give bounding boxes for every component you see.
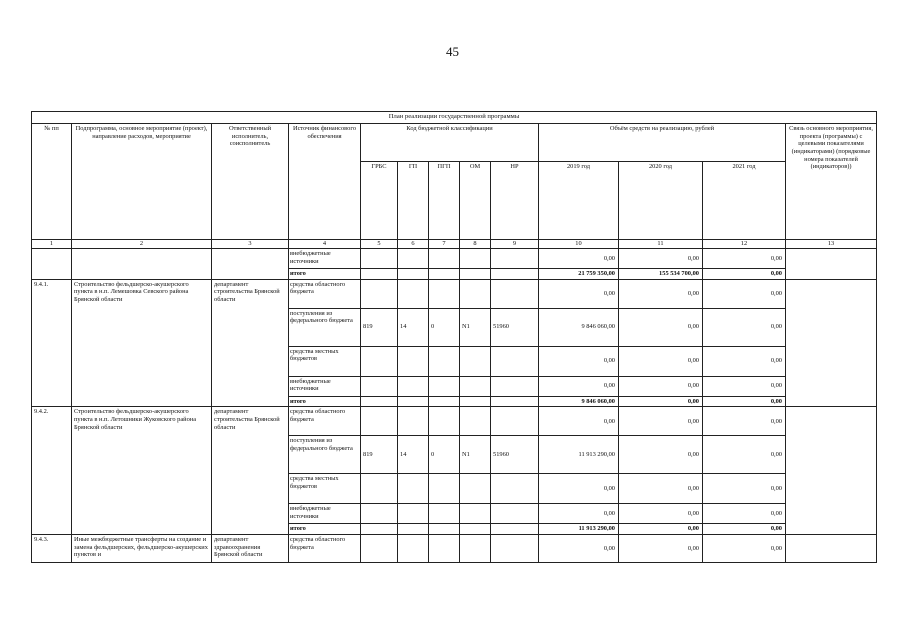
- header-pgp: ПГП: [429, 161, 460, 239]
- cell-2019: 9 846 060,00: [539, 308, 619, 346]
- cell-2019: 0,00: [539, 279, 619, 308]
- program-plan-table: [31, 111, 877, 563]
- cell-source: внебюджетные источники: [289, 376, 361, 396]
- cell-pgp: [429, 376, 460, 396]
- cell-executor: департамент строительства Брянской области: [212, 279, 289, 407]
- cell-gp: [398, 269, 429, 280]
- cell-2021: 0,00: [703, 396, 786, 407]
- cell-pgp: [429, 279, 460, 308]
- cell-pgp: [429, 269, 460, 280]
- cell-2021: 0,00: [703, 269, 786, 280]
- header-budget-code: Код бюджетной классификации: [361, 124, 539, 162]
- cell-2019: 0,00: [539, 346, 619, 376]
- cell-source: итого: [289, 396, 361, 407]
- cell-np: [491, 524, 539, 535]
- cell-pgp: [429, 535, 460, 563]
- cell-executor: департамент здравоохранения Брянской области: [212, 535, 289, 563]
- cell-2020: 155 534 700,00: [619, 269, 703, 280]
- col-number: 8: [460, 240, 491, 249]
- cell-om: [460, 376, 491, 396]
- cell-grbs: [361, 396, 398, 407]
- cell-source: поступления из федерального бюджета: [289, 436, 361, 474]
- cell-grbs: [361, 279, 398, 308]
- cell-source: внебюджетные источники: [289, 249, 361, 269]
- cell-2021: 0,00: [703, 249, 786, 269]
- program-plan-table-container: [31, 111, 876, 563]
- header-np: НР: [491, 161, 539, 239]
- cell-program: Строительство фельдшерско-акушерского пункта в н.п. Лемешовка Севского района Брянской области: [72, 279, 212, 407]
- col-number: 2: [72, 240, 212, 249]
- cell-grbs: [361, 376, 398, 396]
- cell-grbs: [361, 524, 398, 535]
- cell-om: N1: [460, 308, 491, 346]
- col-number: 7: [429, 240, 460, 249]
- cell-np: [491, 376, 539, 396]
- cell-grbs: [361, 346, 398, 376]
- cell-2019: 9 846 060,00: [539, 396, 619, 407]
- cell-program: Строительство фельдшерско-акушерского пункта в н.п. Летошники Жуковского района Брянской области: [72, 407, 212, 535]
- cell-gp: [398, 249, 429, 269]
- cell-program: Иные межбюджетные трансферты на создание и замена фельдшерских, фельдшерско-акушерских пунктов и: [72, 535, 212, 563]
- cell-2020: 0,00: [619, 504, 703, 524]
- cell-pgp: [429, 346, 460, 376]
- cell-grbs: [361, 535, 398, 563]
- cell-om: [460, 474, 491, 504]
- cell-om: [460, 407, 491, 436]
- table-row: [32, 407, 877, 436]
- col-number: 9: [491, 240, 539, 249]
- table-title: План реализации государственной программы: [32, 112, 877, 124]
- cell-2021: 0,00: [703, 504, 786, 524]
- header-program: Подпрограмма, основное мероприятие (проект), направление расходов, мероприятие: [72, 124, 212, 240]
- cell-np: [491, 474, 539, 504]
- cell-2021: 0,00: [703, 474, 786, 504]
- cell-grbs: 819: [361, 436, 398, 474]
- col-number: 13: [786, 240, 877, 249]
- col-number: 5: [361, 240, 398, 249]
- cell-grbs: [361, 269, 398, 280]
- header-2021: 2021 год: [703, 161, 786, 239]
- cell-grbs: [361, 474, 398, 504]
- cell-source: итого: [289, 269, 361, 280]
- table-row: [32, 279, 877, 308]
- cell-gp: [398, 396, 429, 407]
- col-number: 10: [539, 240, 619, 249]
- cell-2019: 11 913 290,00: [539, 524, 619, 535]
- cell-pgp: 0: [429, 436, 460, 474]
- cell-2021: 0,00: [703, 279, 786, 308]
- cell-source: итого: [289, 524, 361, 535]
- cell-2020: 0,00: [619, 376, 703, 396]
- cell-gp: [398, 535, 429, 563]
- cell-2021: 0,00: [703, 524, 786, 535]
- cell-2020: 0,00: [619, 308, 703, 346]
- cell-grbs: 819: [361, 308, 398, 346]
- cell-grbs: [361, 407, 398, 436]
- cell-2019: 11 913 290,00: [539, 436, 619, 474]
- cell-2020: 0,00: [619, 535, 703, 563]
- cell-pgp: [429, 249, 460, 269]
- cell-np: [491, 249, 539, 269]
- cell-gp: [398, 376, 429, 396]
- cell-gp: [398, 474, 429, 504]
- cell-gp: [398, 346, 429, 376]
- cell-2021: 0,00: [703, 346, 786, 376]
- cell-source: средства областного бюджета: [289, 535, 361, 563]
- cell-np: [491, 535, 539, 563]
- cell-2019: 0,00: [539, 407, 619, 436]
- cell-program: [72, 249, 212, 280]
- cell-2021: 0,00: [703, 376, 786, 396]
- cell-link: [786, 279, 877, 407]
- cell-pgp: [429, 396, 460, 407]
- cell-np: [491, 504, 539, 524]
- cell-source: средства местных бюджетов: [289, 346, 361, 376]
- cell-np: [491, 396, 539, 407]
- header-executor: Ответственный исполнитель, соисполнитель: [212, 124, 289, 240]
- cell-num: 9.4.3.: [32, 535, 72, 563]
- cell-pgp: 0: [429, 308, 460, 346]
- cell-num: [32, 249, 72, 280]
- cell-link: [786, 249, 877, 280]
- col-number: 6: [398, 240, 429, 249]
- cell-2020: 0,00: [619, 249, 703, 269]
- cell-2021: 0,00: [703, 436, 786, 474]
- header-volume: Объём средств на реализацию, рублей: [539, 124, 786, 162]
- cell-source: средства областного бюджета: [289, 407, 361, 436]
- cell-np: [491, 279, 539, 308]
- cell-2020: 0,00: [619, 407, 703, 436]
- cell-num: 9.4.2.: [32, 407, 72, 535]
- cell-om: [460, 535, 491, 563]
- page-number: 45: [446, 44, 459, 59]
- header-gp: ГП: [398, 161, 429, 239]
- cell-source: средства областного бюджета: [289, 279, 361, 308]
- cell-2020: 0,00: [619, 346, 703, 376]
- cell-2021: 0,00: [703, 407, 786, 436]
- cell-pgp: [429, 504, 460, 524]
- cell-gp: 14: [398, 436, 429, 474]
- cell-2020: 0,00: [619, 436, 703, 474]
- cell-num: 9.4.1.: [32, 279, 72, 407]
- cell-2020: 0,00: [619, 396, 703, 407]
- cell-2019: 0,00: [539, 376, 619, 396]
- header-grbs: ГРБС: [361, 161, 398, 239]
- col-number: 3: [212, 240, 289, 249]
- cell-np: [491, 346, 539, 376]
- cell-pgp: [429, 474, 460, 504]
- cell-om: [460, 279, 491, 308]
- cell-gp: 14: [398, 308, 429, 346]
- cell-2019: 0,00: [539, 504, 619, 524]
- cell-link: [786, 407, 877, 535]
- cell-source: внебюджетные источники: [289, 504, 361, 524]
- cell-om: [460, 396, 491, 407]
- cell-om: [460, 346, 491, 376]
- cell-2020: 0,00: [619, 279, 703, 308]
- cell-2019: 21 759 350,00: [539, 269, 619, 280]
- cell-2021: 0,00: [703, 308, 786, 346]
- cell-2019: 0,00: [539, 474, 619, 504]
- cell-2020: 0,00: [619, 474, 703, 504]
- cell-om: [460, 524, 491, 535]
- cell-2020: 0,00: [619, 524, 703, 535]
- col-number: 1: [32, 240, 72, 249]
- cell-om: N1: [460, 436, 491, 474]
- cell-executor: [212, 249, 289, 280]
- cell-2019: 0,00: [539, 535, 619, 563]
- cell-grbs: [361, 504, 398, 524]
- cell-pgp: [429, 524, 460, 535]
- table-body: [32, 249, 877, 563]
- cell-gp: [398, 407, 429, 436]
- cell-om: [460, 504, 491, 524]
- header-num: № пп: [32, 124, 72, 240]
- header-om: ОМ: [460, 161, 491, 239]
- cell-grbs: [361, 249, 398, 269]
- cell-source: средства местных бюджетов: [289, 474, 361, 504]
- header-2020: 2020 год: [619, 161, 703, 239]
- col-number: 12: [703, 240, 786, 249]
- header-2019: 2019 год: [539, 161, 619, 239]
- cell-np: 51960: [491, 436, 539, 474]
- table-row: [32, 535, 877, 563]
- cell-source: поступления из федерального бюджета: [289, 308, 361, 346]
- table-row: [32, 249, 877, 269]
- header-link: Связь основного мероприятия, проекта (программы) с целевыми показателями (индикаторами) (порядковые номера показателей (индикаторов)): [786, 124, 877, 240]
- cell-np: [491, 407, 539, 436]
- cell-gp: [398, 524, 429, 535]
- cell-om: [460, 249, 491, 269]
- cell-pgp: [429, 407, 460, 436]
- cell-np: 51960: [491, 308, 539, 346]
- cell-link: [786, 535, 877, 563]
- cell-2021: 0,00: [703, 535, 786, 563]
- cell-gp: [398, 279, 429, 308]
- header-source: Источник финансового обеспечения: [289, 124, 361, 240]
- cell-np: [491, 269, 539, 280]
- cell-gp: [398, 504, 429, 524]
- cell-om: [460, 269, 491, 280]
- cell-executor: департамент строительства Брянской области: [212, 407, 289, 535]
- cell-2019: 0,00: [539, 249, 619, 269]
- col-number: 4: [289, 240, 361, 249]
- col-number: 11: [619, 240, 703, 249]
